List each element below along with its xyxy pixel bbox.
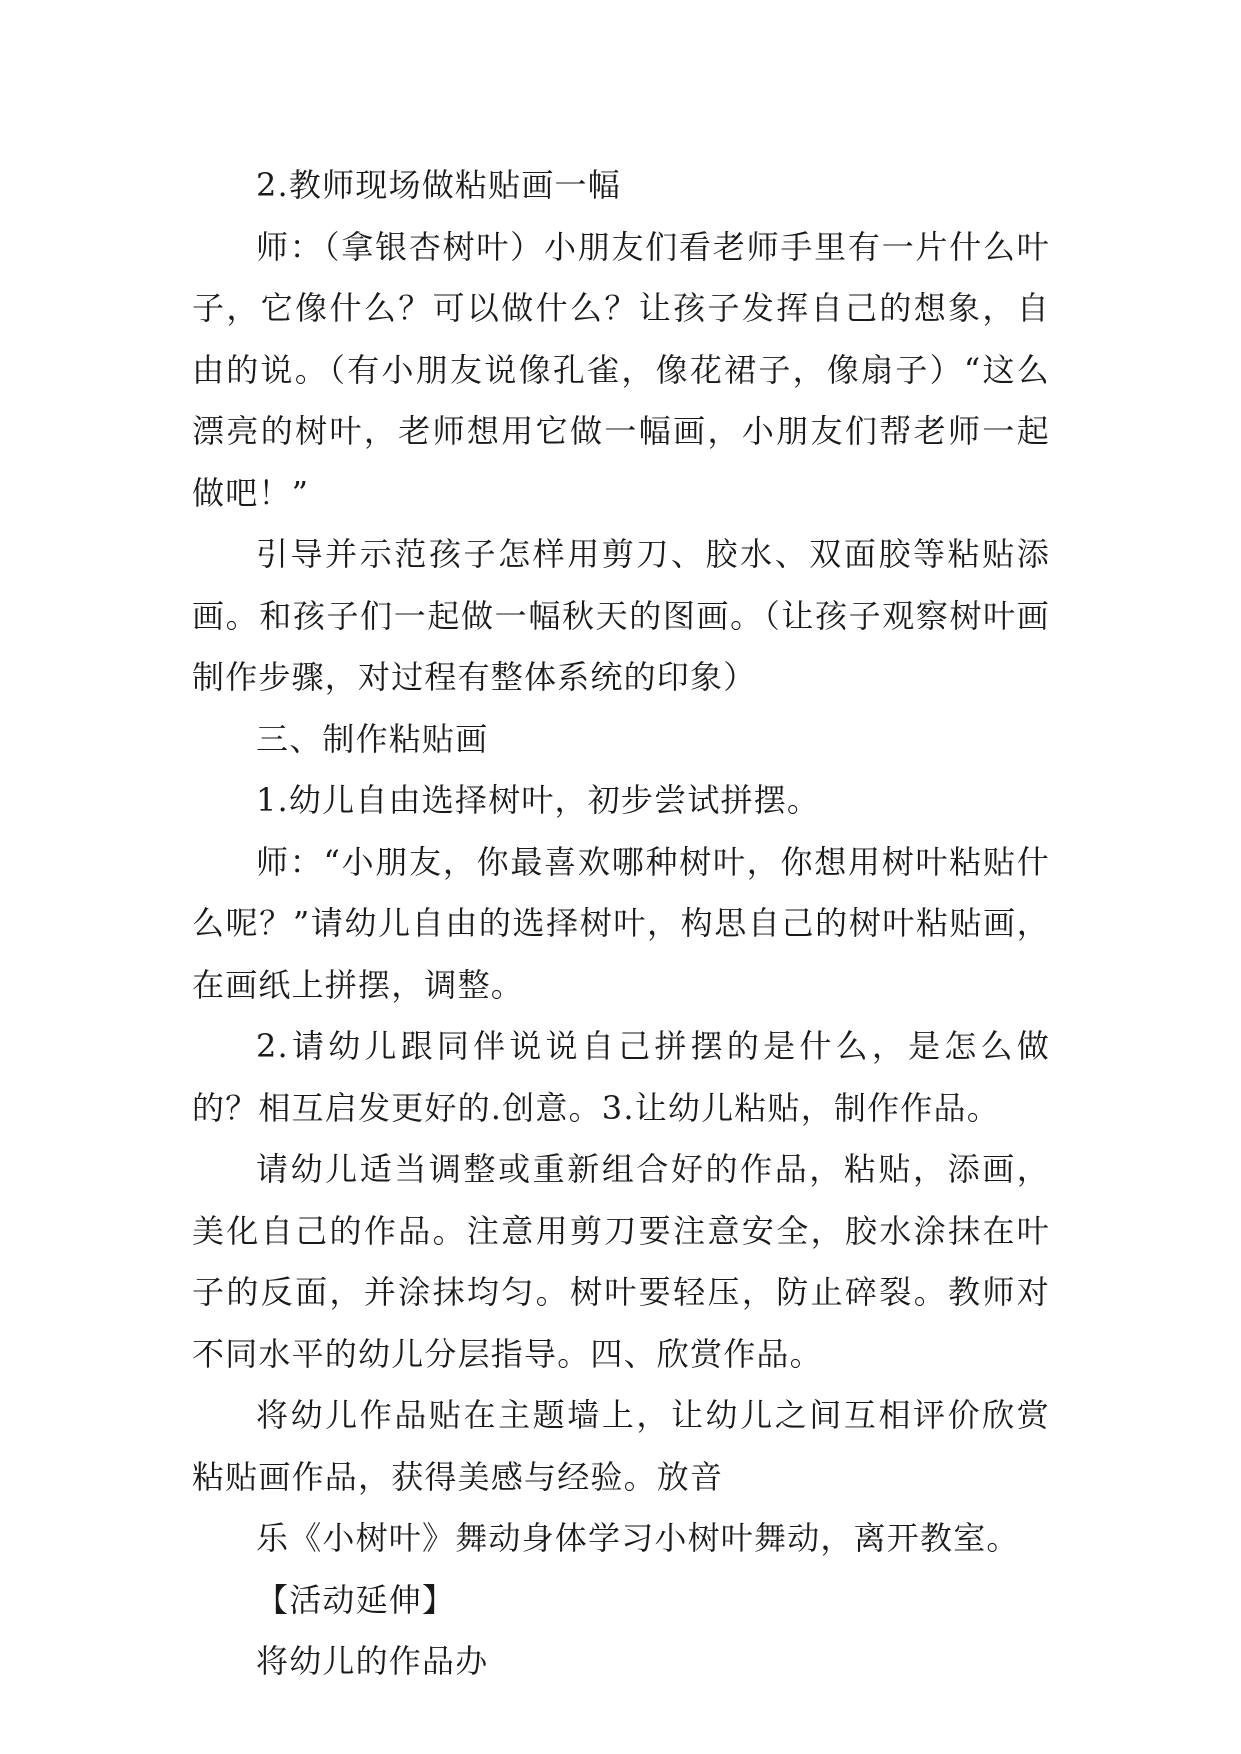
paragraph-step-share-and-paste: 2.请幼儿跟同伴说说自己拼摆的是什么，是怎么做的？相互启发更好的.创意。3.让幼儿粘贴，制作作品。 (192, 1027, 1050, 1127)
paragraph-adjust-works: 请幼儿适当调整或重新组合好的作品，粘贴，添画，美化自己的作品。注意用剪刀要注意安全，胶水涂抹在叶子的反面，并涂抹均匀。树叶要轻压，防止碎裂。教师对不同水平的幼儿分层指导。四、欣赏作品。 (192, 1150, 1050, 1373)
paragraph-teacher-ginkgo-leaf: 师：（拿银杏树叶）小朋友们看老师手里有一片什么叶子，它像什么？可以做什么？让孩子发挥自己的想象，自由的说。（有小朋友说像孔雀，像花裙子，像扇子）“这么漂亮的树叶，老师想用它做一幅画，小朋友们帮老师一起做吧！” (192, 227, 1050, 512)
paragraph-guide-demonstration: 引导并示范孩子怎样用剪刀、胶水、双面胶等粘贴添画。和孩子们一起做一幅秋天的图画。（让孩子观察树叶画制作步骤，对过程有整体系统的印象） (192, 535, 1050, 696)
paragraph-display-works: 将幼儿作品贴在主题墙上，让幼儿之间互相评价欣赏粘贴画作品，获得美感与经验。放音 (192, 1396, 1050, 1496)
section-heading-activity-extension: 【活动延伸】 (256, 1580, 456, 1619)
paragraph-teacher-demo-heading: 2.教师现场做粘贴画一幅 (256, 166, 621, 204)
paragraph-extension-text: 将幼儿的作品办 (256, 1642, 489, 1680)
section-heading-make-collage: 三、制作粘贴画 (256, 719, 489, 758)
paragraph-step-choose-leaves: 1.幼儿自由选择树叶，初步尝试拼摆。 (256, 781, 821, 819)
paragraph-music-dance: 乐《小树叶》舞动身体学习小树叶舞动，离开教室。 (256, 1519, 1020, 1557)
document-body (192, 155, 1050, 1693)
paragraph-teacher-question: 师：“小朋友，你最喜欢哪种树叶，你想用树叶粘贴什么呢？”请幼儿自由的选择树叶，构思自己的树叶粘贴画，在画纸上拼摆，调整。 (192, 842, 1050, 1004)
